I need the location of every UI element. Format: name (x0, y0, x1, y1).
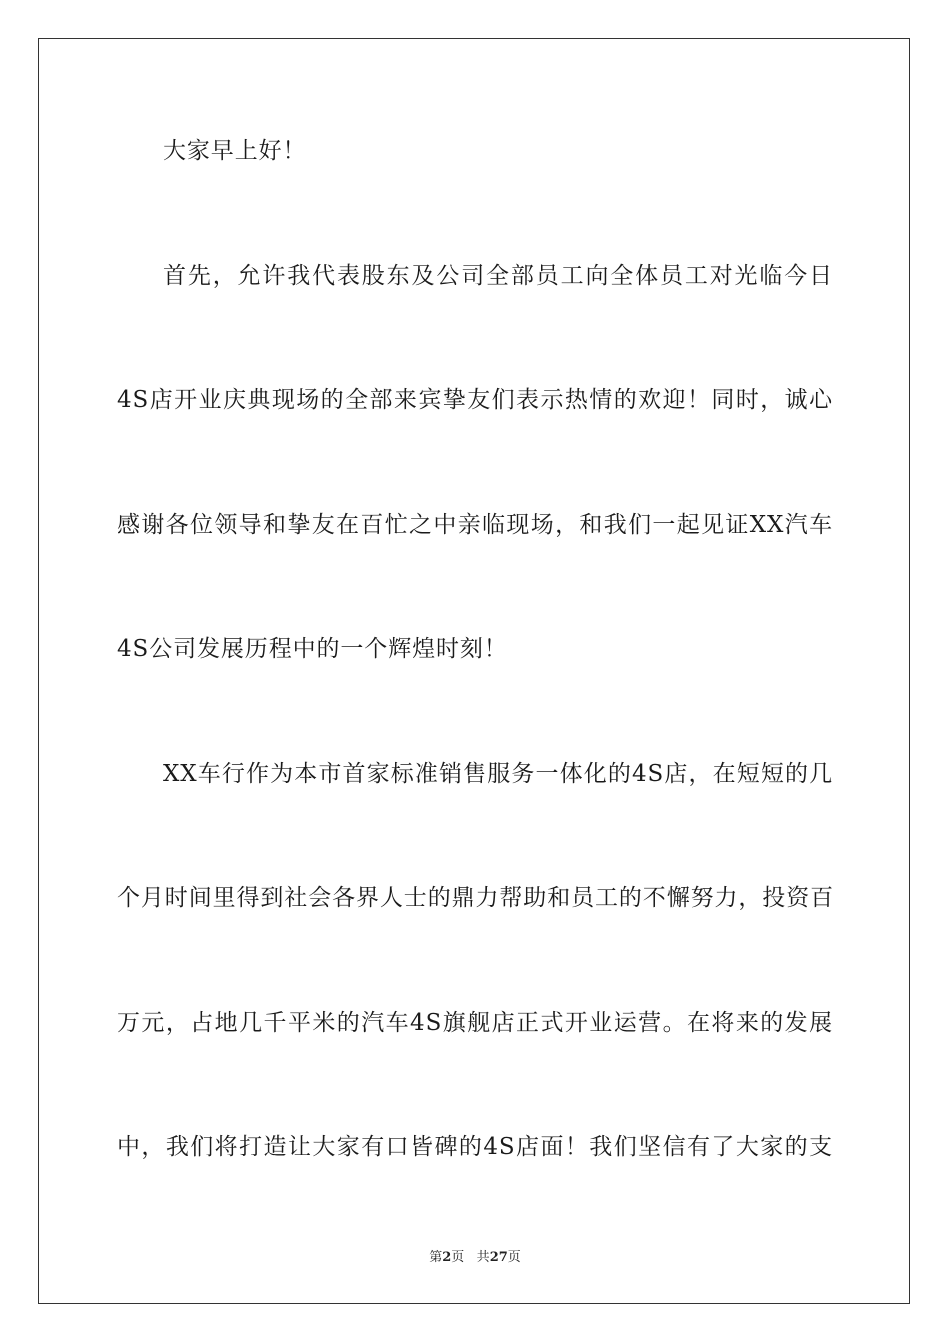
page-frame (38, 38, 910, 1304)
paragraph-2-line-2: 个月时间里得到社会各界人士的鼎力帮助和员工的不懈努力，投资百 (117, 885, 834, 911)
total-pages: 27 (489, 1250, 508, 1265)
page-footer (0, 1246, 950, 1265)
paragraph-1-line-1: 首先，允许我代表股东及公司全部员工向全体员工对光临今日 (163, 263, 833, 289)
total-suffix: 页 (507, 1250, 521, 1265)
page-number: 2 (442, 1250, 452, 1265)
paragraph-2-line-3: 万元，占地几千平米的汽车4S旗舰店正式开业运营。在将来的发展 (117, 1010, 833, 1036)
paragraph-2-line-4: 中，我们将打造让大家有口皆碑的4S店面！我们坚信有了大家的支 (117, 1134, 833, 1160)
paragraph-1-line-3: 感谢各位领导和挚友在百忙之中亲临现场，和我们一起见证XX汽车 (117, 512, 833, 538)
page-suffix: 页 (451, 1250, 465, 1265)
page-prefix: 第 (429, 1250, 443, 1265)
paragraph-1-line-4: 4S公司发展历程中的一个辉煌时刻！ (117, 636, 508, 662)
paragraph-1-line-2: 4S店开业庆典现场的全部来宾挚友们表示热情的欢迎！同时，诚心 (117, 387, 833, 413)
total-prefix: 共 (476, 1250, 490, 1265)
paragraph-2-line-1: XX车行作为本市首家标准销售服务一体化的4S店，在短短的几 (163, 761, 833, 787)
greeting-line: 大家早上好！ (163, 138, 307, 164)
